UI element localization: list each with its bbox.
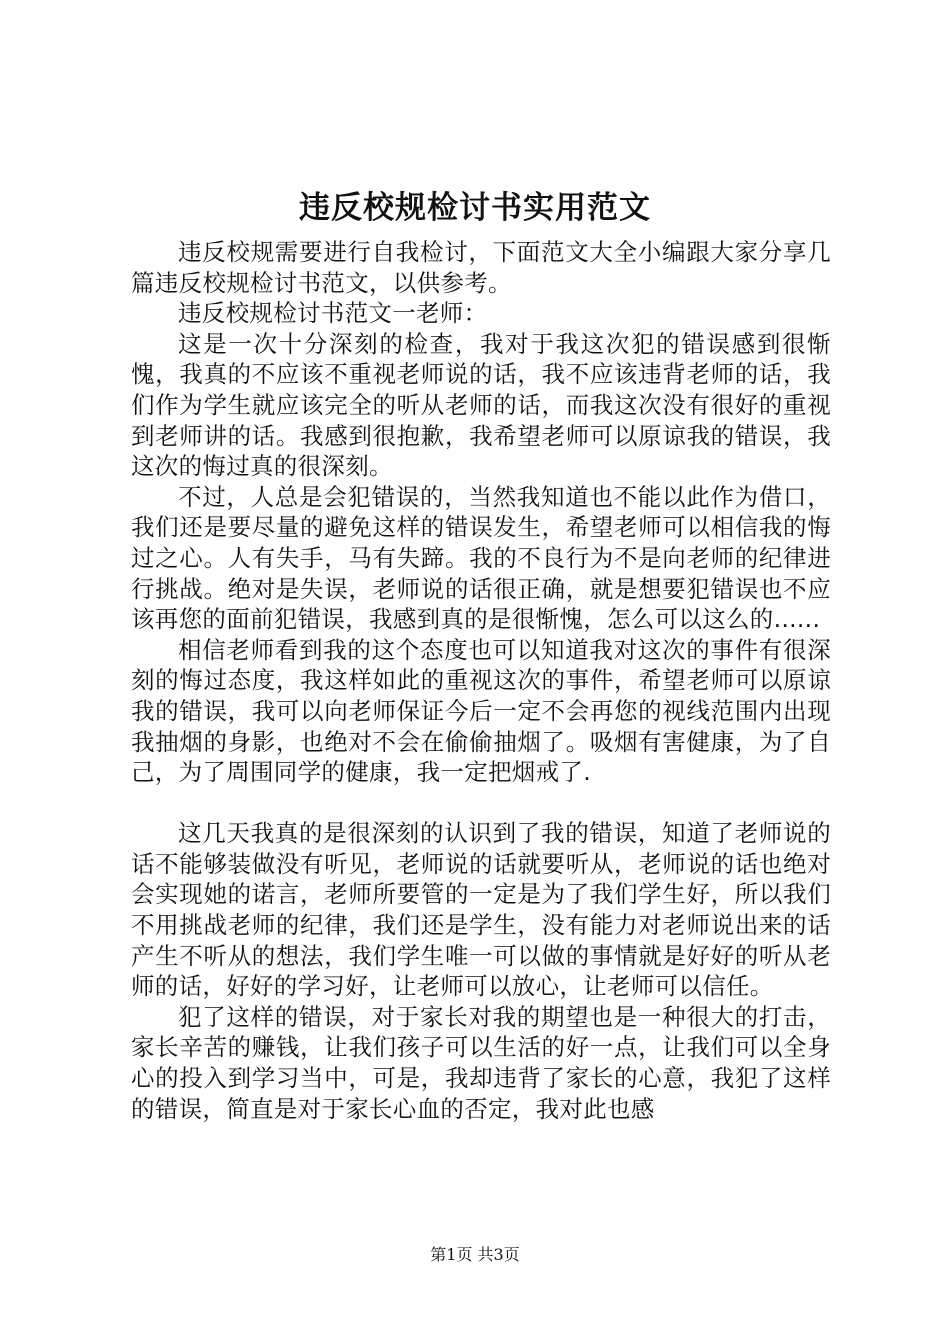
blank-line xyxy=(131,788,831,819)
paragraph-salutation: 违反校规检讨书范文一老师： xyxy=(178,299,488,328)
paragraph-promise: 相信老师看到我的这个态度也可以知道我对这次的事件有很深刻的悔过态度，我这样如此的重视这次的事件，希望老师可以原谅我的错误，我可以向老师保证今后一定不会再您的视线范围内出现我抽烟的身影，也绝对不会在偷偷抽烟了。吸烟有害健康，为了自己，为了周围同学的健康，我一定把烟戒了. xyxy=(131,635,831,787)
paragraph-reflection: 这几天我真的是很深刻的认识到了我的错误，知道了老师说的话不能够装做没有听见，老师说的话就要听从，老师说的话也绝对会实现她的诺言，老师所要管的一定是为了我们学生好，所以我们不用挑战老师的纪律，我们还是学生，没有能力对老师说出来的话产生不听从的想法，我们学生唯一可以做的事情就是好好的听从老师的话，好好的学习好，让老师可以放心，让老师可以信任。 xyxy=(131,819,831,1001)
paragraph-mistake: 不过，人总是会犯错误的，当然我知道也不能以此作为借口，我们还是要尽量的避免这样的错误发生，希望老师可以相信我的悔过之心。人有失手，马有失蹄。我的不良行为不是向老师的纪律进行挑战。绝对是失误，老师说的话很正确，就是想要犯错误也不应该再您的面前犯错误，我感到真的是很惭愧，怎么可以这么的...... xyxy=(131,482,831,634)
document-title: 违反校规检讨书实用范文 xyxy=(299,190,651,226)
paragraph-intro: 违反校规需要进行自我检讨，下面范文大全小编跟大家分享几篇违反校规检讨书范文，以供参考。 xyxy=(131,238,831,297)
paragraph-confession: 这是一次十分深刻的检查，我对于我这次犯的错误感到很惭愧，我真的不应该不重视老师说的话，我不应该违背老师的话，我们作为学生就应该完全的听从老师的话，而我这次没有很好的重视到老师讲的话。我感到很抱歉，我希望老师可以原谅我的错误，我这次的悔过真的很深刻。 xyxy=(131,329,831,481)
document-body xyxy=(131,237,831,1124)
paragraph-parents: 犯了这样的错误，对于家长对我的期望也是一种很大的打击，家长辛苦的赚钱，让我们孩子可以生活的好一点，让我们可以全身心的投入到学习当中，可是，我却违背了家长的心意，我犯了这样的错误，简直是对于家长心血的否定，我对此也感 xyxy=(131,1002,831,1123)
page-number-footer: 第1页 共3页 xyxy=(430,1245,520,1264)
